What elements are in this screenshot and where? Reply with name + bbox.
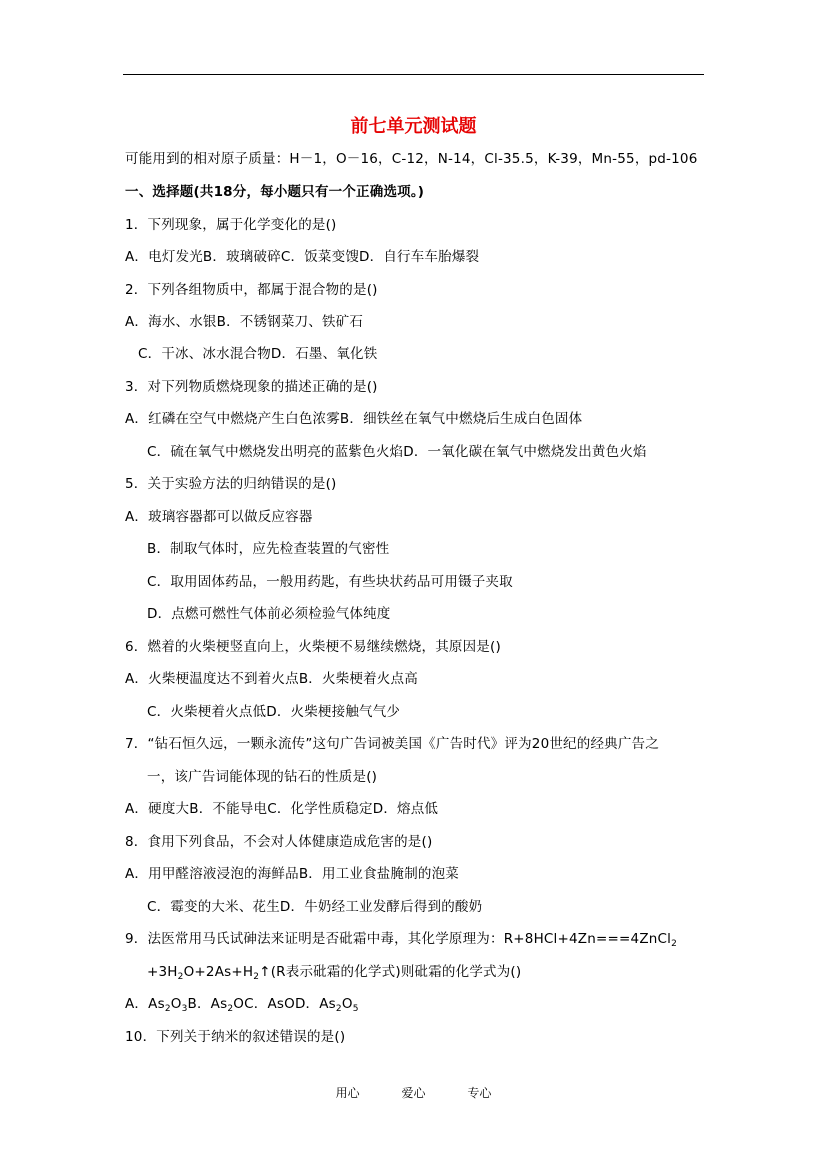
page-title: 前七单元测试题	[350, 116, 477, 137]
question-2-options-cd: C．干冰、冰水混合物D．石墨、氧化铁	[138, 346, 378, 362]
subscript: 5	[352, 1004, 359, 1014]
subscript: 2	[164, 1004, 171, 1014]
question-9-stem-line2	[147, 963, 521, 986]
question-3-options-ab: A．红磷在空气中燃烧产生白色浓雾B．细铁丝在氧气中燃烧后生成白色固体	[125, 411, 583, 427]
subscript: 3	[181, 1004, 188, 1014]
question-5-option-b: B．制取气体时，应先检查装置的气密性	[147, 541, 390, 557]
question-7-stem-line1: 7．“钻石恒久远，一颗永流传”这句广告词被美国《广告时代》评为20世纪的经典广告之	[125, 736, 659, 752]
section-heading: 一、选择题(共18分，每小题只有一个正确选项。)	[125, 184, 425, 200]
question-5-option-d: D．点燃可燃性气体前必须检验气体纯度	[147, 606, 391, 622]
question-8-options-cd: C．霉变的大米、花生D．牛奶经工业发酵后得到的酸奶	[147, 899, 483, 915]
page-footer	[0, 1084, 827, 1101]
subscript: 2	[335, 1004, 342, 1014]
option-text: B．As	[187, 996, 228, 1012]
formula-part: ↑(R表示砒霜的化学式)则砒霜的化学式为()	[259, 964, 522, 980]
question-5-option-a: A．玻璃容器都可以做反应容器	[125, 509, 313, 525]
question-3-stem: 3．对下列物质燃烧现象的描述正确的是()	[125, 379, 378, 395]
footer-item: 爱心	[401, 1086, 426, 1100]
subscript: 2	[671, 939, 678, 949]
option-text: OC．AsOD．As	[233, 996, 336, 1012]
option-text: O	[170, 996, 182, 1012]
question-8-stem: 8．食用下列食品，不会对人体健康造成危害的是()	[125, 834, 433, 850]
subscript: 2	[253, 972, 260, 982]
option-text: O	[341, 996, 353, 1012]
question-9-stem-text: 9．法医常用马氏试砷法来证明是否砒霜中毒，其化学原理为：R+8HCl+4Zn===4ZnCl	[125, 931, 672, 947]
formula-part: O+2As+H	[183, 964, 254, 980]
question-5-stem: 5．关于实验方法的归纳错误的是()	[125, 476, 337, 492]
question-6-options-cd: C．火柴梗着火点低D．火柴梗接触气气少	[147, 704, 401, 720]
question-7-options: A．硬度大B．不能导电C．化学性质稳定D．熔点低	[125, 801, 439, 817]
option-text: A．As	[125, 996, 165, 1012]
question-7-stem-line2: 一，该广告词能体现的钻石的性质是()	[147, 769, 378, 785]
formula-part: +3H	[147, 964, 178, 980]
footer-item: 专心	[467, 1086, 492, 1100]
question-3-options-cd: C．硫在氧气中燃烧发出明亮的蓝紫色火焰D．一氧化碳在氧气中燃烧发出黄色火焰	[147, 444, 647, 460]
question-5-option-c: C．取用固体药品，一般用药匙，有些块状药品可用镊子夹取	[147, 574, 513, 590]
question-9-stem-line1	[125, 930, 677, 953]
question-6-options-ab: A．火柴梗温度达不到着火点B．火柴梗着火点高	[125, 671, 418, 687]
footer-item: 用心	[335, 1086, 360, 1100]
question-2-options-ab: A．海水、水银B．不锈钢菜刀、铁矿石	[125, 314, 364, 330]
atomic-masses-line: 可能用到的相对原子质量：H－1，O－16，C-12，N-14，Cl-35.5，K-39，Mn-55，pd-106	[125, 151, 698, 167]
question-1-stem: 1．下列现象，属于化学变化的是()	[125, 217, 337, 233]
question-9-options	[125, 995, 359, 1018]
subscript: 2	[227, 1004, 234, 1014]
question-8-options-ab: A．用甲醛溶液浸泡的海鲜品B．用工业食盐腌制的泡菜	[125, 866, 459, 882]
question-6-stem: 6．燃着的火柴梗竖直向上，火柴梗不易继续燃烧，其原因是()	[125, 639, 501, 655]
question-1-options: A．电灯发光B．玻璃破碎C．饭菜变馊D．自行车车胎爆裂	[125, 249, 480, 265]
header-rule	[123, 74, 704, 75]
question-10-stem: 10．下列关于纳米的叙述错误的是()	[125, 1029, 346, 1045]
subscript: 2	[177, 972, 184, 982]
question-2-stem: 2．下列各组物质中，都属于混合物的是()	[125, 282, 378, 298]
